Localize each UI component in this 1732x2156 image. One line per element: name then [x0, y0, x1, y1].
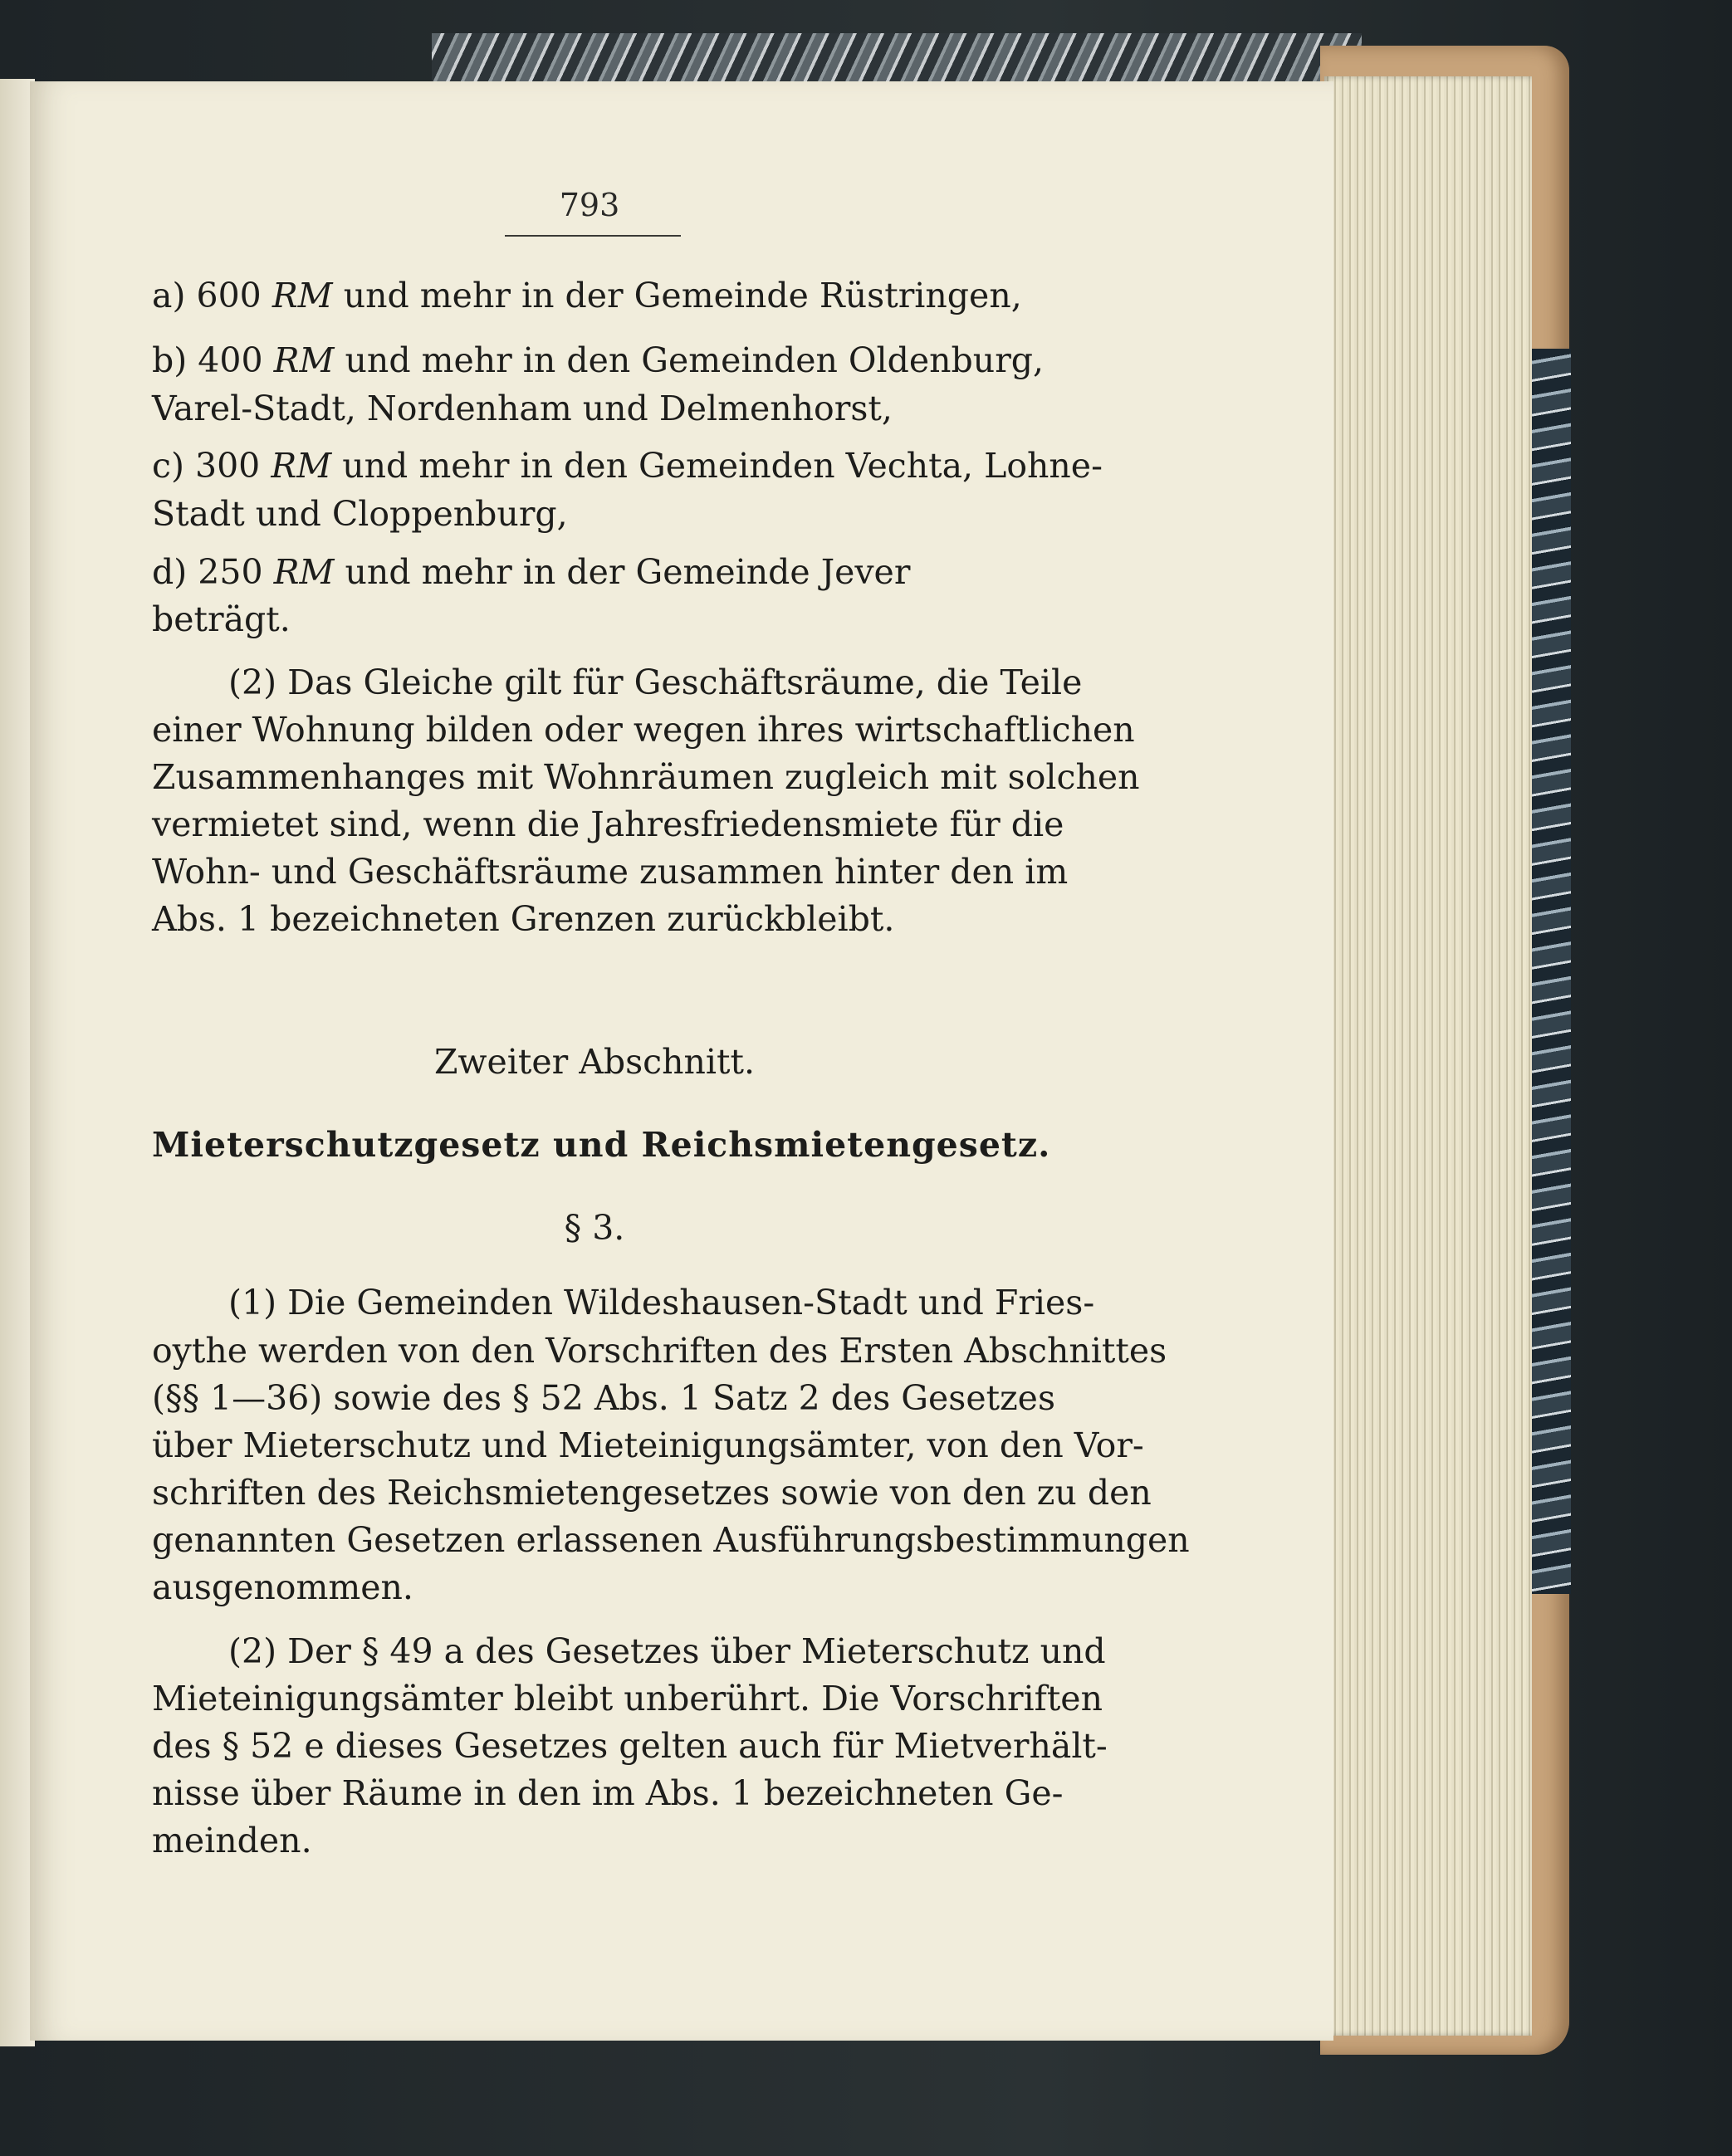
page-edges	[1324, 76, 1532, 2036]
list-item-c: c) 300 RM und mehr in den Gemeinden Vechta, Lohne-	[152, 446, 1103, 486]
para2-line: einer Wohnung bilden oder wegen ihres wirtschaftlichen	[152, 710, 1135, 750]
para4-line: Mieteinigungsämter bleibt unberührt. Die Vorschriften	[152, 1679, 1103, 1718]
section-subtitle: Mieterschutzgesetz und Reichsmietengesetz.	[152, 1125, 1051, 1165]
list-item-b-continuation: Varel-Stadt, Nordenham und Delmenhorst,	[152, 389, 893, 428]
para3-line: (1) Die Gemeinden Wildeshausen-Stadt und Fries-	[228, 1283, 1095, 1322]
para3-line: über Mieterschutz und Mieteinigungsämter, von den Vor-	[152, 1425, 1144, 1465]
paragraph-mark: § 3.	[564, 1208, 625, 1248]
para4-line: (2) Der § 49 a des Gesetzes über Mieterschutz und	[228, 1631, 1106, 1671]
para2-line: Zusammenhanges mit Wohnräumen zugleich mit solchen	[152, 757, 1140, 797]
para3-line: schriften des Reichsmietengesetzes sowie von den zu den	[152, 1473, 1152, 1513]
list-item-a: a) 600 RM und mehr in der Gemeinde Rüstringen,	[152, 276, 1022, 315]
para2-line: Wohn- und Geschäftsräume zusammen hinter den im	[152, 852, 1069, 892]
closing-word: beträgt.	[152, 599, 291, 639]
list-item-c-continuation: Stadt und Cloppenburg,	[152, 494, 568, 534]
para3-line: ausgenommen.	[152, 1567, 413, 1607]
para3-line: (§§ 1—36) sowie des § 52 Abs. 1 Satz 2 des Gesetzes	[152, 1378, 1055, 1418]
para3-line: genannten Gesetzen erlassenen Ausführungsbestimmungen	[152, 1520, 1190, 1560]
para4-line: des § 52 e dieses Gesetzes gelten auch für Mietverhält-	[152, 1726, 1108, 1766]
list-item-d: d) 250 RM und mehr in der Gemeinde Jever	[152, 552, 911, 592]
para4-line: meinden.	[152, 1821, 312, 1860]
para2-line: (2) Das Gleiche gilt für Geschäftsräume, die Teile	[228, 662, 1083, 702]
para4-line: nisse über Räume in den im Abs. 1 bezeichneten Ge-	[152, 1773, 1064, 1813]
para3-line: oythe werden von den Vorschriften des Ersten Abschnittes	[152, 1331, 1167, 1371]
header-rule	[505, 235, 681, 237]
para2-line: Abs. 1 bezeichneten Grenzen zurückbleibt.	[152, 899, 895, 939]
section-title: Zweiter Abschnitt.	[433, 1042, 756, 1082]
list-item-b: b) 400 RM und mehr in den Gemeinden Oldenburg,	[152, 340, 1045, 380]
para2-line: vermietet sind, wenn die Jahresfriedensmiete für die	[152, 804, 1064, 844]
page-number: 793	[559, 187, 620, 223]
